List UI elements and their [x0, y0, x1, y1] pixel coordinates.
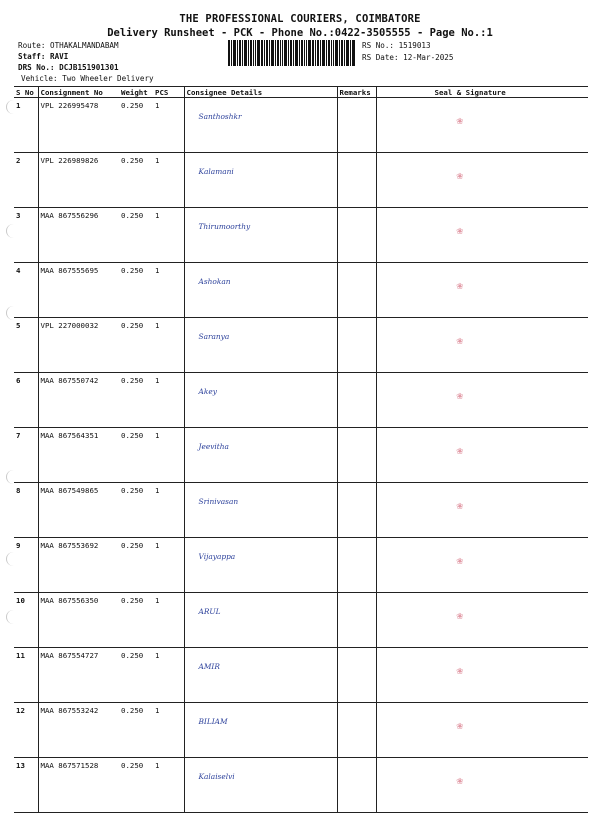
cell-pcs: 1 [153, 373, 184, 428]
cell-remarks [337, 648, 376, 703]
cell-consignee: Vijayappa [184, 538, 337, 593]
cell-consignee: Saranya [184, 318, 337, 373]
cell-consignee: Ashokan [184, 263, 337, 318]
cell-seal-signature [376, 373, 588, 428]
cell-pcs: 1 [153, 758, 184, 813]
cell-sno: 9 [14, 538, 38, 593]
cell-pcs: 1 [153, 318, 184, 373]
cell-pcs: 1 [153, 263, 184, 318]
rs-date: RS Date: 12-Mar-2025 [362, 53, 454, 62]
cell-pcs: 1 [153, 208, 184, 263]
cell-consignee: AMIR [184, 648, 337, 703]
cell-remarks [337, 98, 376, 153]
cell-consignment-no: MAA 867553242 [38, 703, 119, 758]
cell-sno: 4 [14, 263, 38, 318]
cell-weight: 0.250 [119, 648, 153, 703]
cell-pcs: 1 [153, 703, 184, 758]
cell-seal-signature [376, 648, 588, 703]
col-header-consignee: Consignee Details [184, 87, 337, 98]
cell-sno: 1 [14, 98, 38, 153]
table-row [14, 758, 588, 813]
cell-seal-signature [376, 538, 588, 593]
table-row [14, 538, 588, 593]
cell-consignment-no: MAA 867549865 [38, 483, 119, 538]
cell-pcs: 1 [153, 98, 184, 153]
cell-consignment-no: MAA 867554727 [38, 648, 119, 703]
cell-consignee: Srinivasan [184, 483, 337, 538]
cell-seal-signature [376, 428, 588, 483]
drs-label: DRS No.: [18, 63, 60, 72]
cell-sno: 10 [14, 593, 38, 648]
cell-weight: 0.250 [119, 98, 153, 153]
cell-consignee: Santhoshkr [184, 98, 337, 153]
cell-seal-signature [376, 208, 588, 263]
runsheet-table [14, 86, 588, 813]
cell-seal-signature [376, 318, 588, 373]
runsheet-title: Delivery Runsheet - PCK - Phone No.:0422-3505555 - Page No.:1 [107, 27, 493, 39]
vehicle-info: Vehicle: Two Wheeler Delivery [21, 74, 154, 83]
cell-sno: 5 [14, 318, 38, 373]
cell-pcs: 1 [153, 428, 184, 483]
col-header-consignment: Consignment No [38, 87, 119, 98]
cell-consignment-no: MAA 867564351 [38, 428, 119, 483]
cell-weight: 0.250 [119, 208, 153, 263]
col-header-sno: S No [14, 87, 38, 98]
cell-weight: 0.250 [119, 758, 153, 813]
cell-weight: 0.250 [119, 263, 153, 318]
table-row [14, 263, 588, 318]
cell-weight: 0.250 [119, 483, 153, 538]
cell-consignee: ARUL [184, 593, 337, 648]
drs-number: DCJB151901301 [59, 63, 119, 72]
cell-seal-signature [376, 263, 588, 318]
company-name: THE PROFESSIONAL COURIERS, COIMBATORE [179, 13, 421, 25]
cell-consignment-no: VPL 226995478 [38, 98, 119, 153]
table-row [14, 648, 588, 703]
cell-consignment-no: MAA 867556350 [38, 593, 119, 648]
cell-weight: 0.250 [119, 593, 153, 648]
cell-consignment-no: VPL 227000032 [38, 318, 119, 373]
cell-seal-signature [376, 98, 588, 153]
cell-sno: 13 [14, 758, 38, 813]
cell-consignee: Thirumoorthy [184, 208, 337, 263]
cell-seal-signature [376, 758, 588, 813]
table-header-row [14, 87, 588, 98]
cell-seal-signature [376, 153, 588, 208]
cell-seal-signature [376, 593, 588, 648]
cell-consignee: Jeevitha [184, 428, 337, 483]
staff-info [18, 51, 68, 62]
stamp-mark-icon: ❀ [456, 224, 464, 237]
stamp-mark-icon: ❀ [456, 609, 464, 622]
cell-sno: 12 [14, 703, 38, 758]
cell-weight: 0.250 [119, 703, 153, 758]
stamp-mark-icon: ❀ [456, 664, 464, 677]
cell-sno: 8 [14, 483, 38, 538]
drs-info [18, 62, 119, 73]
cell-remarks [337, 483, 376, 538]
table-row [14, 208, 588, 263]
stamp-mark-icon: ❀ [456, 554, 464, 567]
cell-sno: 2 [14, 153, 38, 208]
cell-remarks [337, 428, 376, 483]
cell-consignment-no: MAA 867571528 [38, 758, 119, 813]
staff-label: Staff: [18, 52, 51, 61]
cell-weight: 0.250 [119, 318, 153, 373]
stamp-mark-icon: ❀ [456, 279, 464, 292]
staff-name: RAVI [50, 52, 69, 61]
cell-sno: 6 [14, 373, 38, 428]
cell-pcs: 1 [153, 153, 184, 208]
cell-consignee: Kalaiselvi [184, 758, 337, 813]
table-row [14, 98, 588, 153]
stamp-mark-icon: ❀ [456, 719, 464, 732]
table-row [14, 703, 588, 758]
cell-sno: 3 [14, 208, 38, 263]
cell-consignment-no: MAA 867555695 [38, 263, 119, 318]
table-row [14, 593, 588, 648]
cell-consignment-no: MAA 867550742 [38, 373, 119, 428]
cell-consignee: BILIAM [184, 703, 337, 758]
cell-pcs: 1 [153, 593, 184, 648]
col-header-seal: Seal & Signature [376, 87, 588, 98]
cell-remarks [337, 593, 376, 648]
col-header-remarks: Remarks [337, 87, 376, 98]
col-header-pcs: PCS [153, 87, 184, 98]
cell-sno: 7 [14, 428, 38, 483]
rs-number: RS No.: 1519013 [362, 41, 431, 50]
stamp-mark-icon: ❀ [456, 169, 464, 182]
cell-consignment-no: MAA 867553692 [38, 538, 119, 593]
cell-weight: 0.250 [119, 373, 153, 428]
margin-mark [6, 306, 21, 320]
stamp-mark-icon: ❀ [456, 774, 464, 787]
stamp-mark-icon: ❀ [456, 444, 464, 457]
cell-remarks [337, 538, 376, 593]
table-row [14, 428, 588, 483]
cell-weight: 0.250 [119, 538, 153, 593]
cell-pcs: 1 [153, 538, 184, 593]
cell-remarks [337, 153, 376, 208]
cell-sno: 11 [14, 648, 38, 703]
margin-mark [6, 224, 21, 238]
stamp-mark-icon: ❀ [456, 389, 464, 402]
table-row [14, 373, 588, 428]
cell-pcs: 1 [153, 483, 184, 538]
margin-mark [6, 100, 21, 114]
margin-mark [6, 610, 21, 624]
stamp-mark-icon: ❀ [456, 334, 464, 347]
table-row [14, 153, 588, 208]
cell-consignment-no: MAA 867556296 [38, 208, 119, 263]
col-header-weight: Weight [119, 87, 153, 98]
cell-remarks [337, 758, 376, 813]
margin-mark [6, 552, 21, 566]
table-row [14, 483, 588, 538]
cell-remarks [337, 373, 376, 428]
stamp-mark-icon: ❀ [456, 499, 464, 512]
cell-remarks [337, 208, 376, 263]
cell-weight: 0.250 [119, 153, 153, 208]
table-row [14, 318, 588, 373]
cell-pcs: 1 [153, 648, 184, 703]
cell-consignee: Kalamani [184, 153, 337, 208]
cell-seal-signature [376, 483, 588, 538]
cell-weight: 0.250 [119, 428, 153, 483]
cell-remarks [337, 263, 376, 318]
barcode-image [228, 40, 355, 66]
cell-consignment-no: VPL 226989826 [38, 153, 119, 208]
cell-remarks [337, 703, 376, 758]
route-info: Route: OTHAKALMANDABAM [18, 41, 119, 50]
cell-consignee: Akey [184, 373, 337, 428]
stamp-mark-icon: ❀ [456, 114, 464, 127]
cell-seal-signature [376, 703, 588, 758]
cell-remarks [337, 318, 376, 373]
margin-mark [6, 470, 21, 484]
